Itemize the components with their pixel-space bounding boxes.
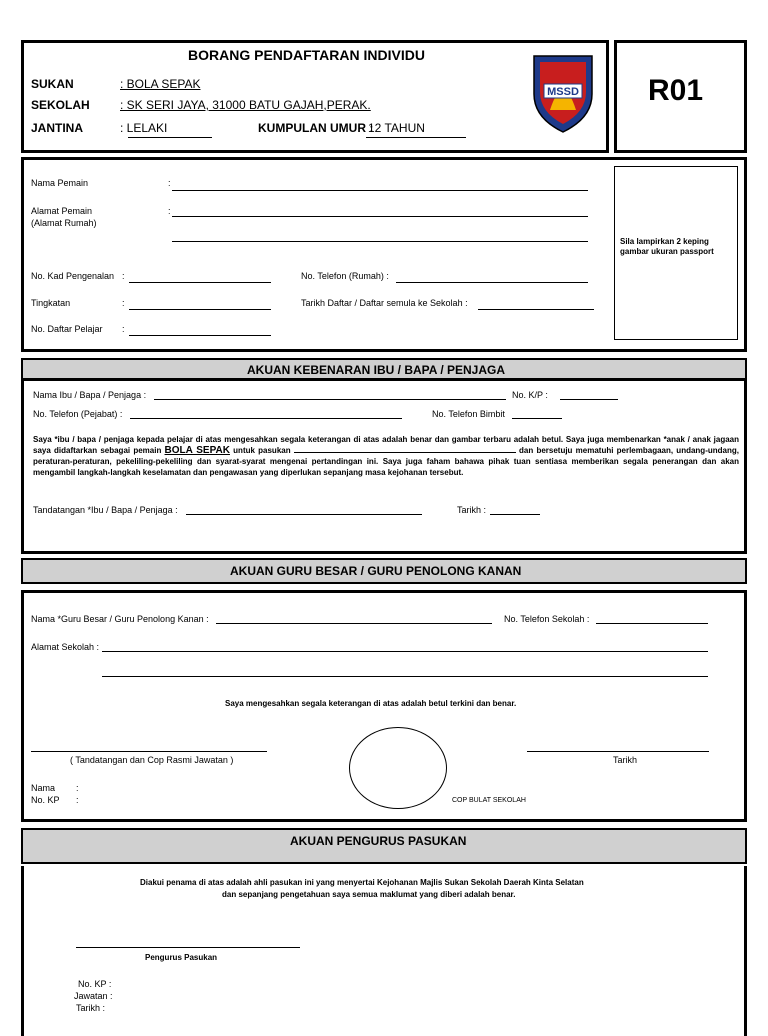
pengurus-statement-2: dan sepanjang pengetahuan saya semua maklumat yang diberi adalah benar. bbox=[222, 890, 516, 899]
alamat-line-2[interactable] bbox=[172, 241, 588, 242]
tel-bimbit-line[interactable] bbox=[512, 418, 562, 419]
alamat-rumah-label: (Alamat Rumah) bbox=[31, 218, 97, 228]
colon: : bbox=[122, 324, 125, 334]
tingkatan-line[interactable] bbox=[129, 309, 271, 310]
penjaga-statement bbox=[33, 434, 739, 478]
svg-text:MSSD: MSSD bbox=[547, 86, 579, 98]
pengurus-kp-label: No. KP : bbox=[78, 979, 112, 989]
pengurus-jawatan-label: Jawatan : bbox=[74, 991, 113, 1001]
sekolah-label: SEKOLAH bbox=[31, 98, 90, 112]
guru-signature-line[interactable] bbox=[31, 751, 267, 752]
jantina-label: JANTINA bbox=[31, 121, 84, 135]
colon: : bbox=[122, 298, 125, 308]
pengurus-heading: AKUAN PENGURUS PASUKAN bbox=[290, 834, 467, 848]
colon: : bbox=[168, 206, 171, 216]
guru-kp-label: No. KP bbox=[31, 795, 60, 805]
tarikh-daftar-label: Tarikh Daftar / Daftar semula ke Sekolah : bbox=[301, 298, 468, 308]
tel-pejabat-line[interactable] bbox=[130, 418, 402, 419]
kumpulan-value: 12 TAHUN bbox=[368, 121, 425, 135]
mssd-logo bbox=[530, 50, 596, 136]
tandatangan-penjaga-label: Tandatangan *Ibu / Bapa / Penjaga : bbox=[33, 505, 178, 515]
form-code: R01 bbox=[648, 74, 704, 107]
pengurus-statement-1: Diakui penama di atas adalah ahli pasukan ini yang menyertai Kejohanan Majlis Sukan Sekolah Daerah Kinta Selatan bbox=[140, 878, 584, 887]
guru-heading: AKUAN GURU BESAR / GURU PENOLONG KANAN bbox=[230, 564, 522, 578]
jantina-value: : LELAKI bbox=[120, 121, 168, 135]
statement-part-1: Saya *ibu / bapa / penjaga kepada pelajar di atas mengesahkan segala keterangan di atas adalah benar dan gambar terbaru adalah betul. Saya juga membenarkan *anak / anak jagaan saya didaftarkan sebagai pemain bbox=[33, 435, 739, 455]
tel-sekolah-label: No. Telefon Sekolah : bbox=[504, 614, 590, 624]
sukan-value: : BOLA SEPAK bbox=[120, 77, 201, 91]
alamat-sekolah-line-2[interactable] bbox=[102, 676, 708, 677]
telefon-rumah-line[interactable] bbox=[396, 282, 588, 283]
tarikh-penjaga-label: Tarikh : bbox=[457, 505, 487, 515]
colon: : bbox=[122, 271, 125, 281]
form-title: BORANG PENDAFTARAN INDIVIDU bbox=[188, 47, 425, 63]
kumpulan-label: KUMPULAN UMUR : bbox=[258, 121, 374, 135]
tel-pejabat-label: No. Telefon (Pejabat) : bbox=[33, 409, 123, 419]
tingkatan-label: Tingkatan bbox=[31, 298, 71, 308]
nama-guru-line[interactable] bbox=[216, 623, 492, 624]
pasukan-blank[interactable] bbox=[294, 452, 516, 453]
kp-penjaga-line[interactable] bbox=[560, 399, 618, 400]
nama-penjaga-line[interactable] bbox=[154, 399, 506, 400]
alamat-pemain-label: Alamat Pemain bbox=[31, 206, 93, 216]
guru-statement: Saya mengesahkan segala keterangan di atas adalah betul terkini dan benar. bbox=[225, 699, 517, 708]
daftar-pelajar-label: No. Daftar Pelajar bbox=[31, 324, 103, 334]
alamat-sekolah-label: Alamat Sekolah : bbox=[31, 642, 100, 652]
nama-pemain-label: Nama Pemain bbox=[31, 178, 89, 188]
alamat-line-1[interactable] bbox=[172, 216, 588, 217]
kp-penjaga-label: No. K/P : bbox=[512, 390, 548, 400]
statement-part-3: dan bersetuju mematuhi perlembagaan, undang-undang, peraturan-peraturan, pekeliling-pekeliling dan syarat-syarat mengenai pertandingan ini. Saya juga faham bahawa pihak tuan sentiasa memberikan segala penerangan dan akan mengambil langkah-langkah keselamatan dan pengawasan yang diperlukan sepanjang masa kejohanan tersebut. bbox=[33, 446, 739, 477]
photo-note: Sila lampirkan 2 keping gambar ukuran passport bbox=[620, 237, 714, 256]
tel-sekolah-line[interactable] bbox=[596, 623, 708, 624]
telefon-rumah-label: No. Telefon (Rumah) : bbox=[301, 271, 389, 281]
nama-guru-label: Nama *Guru Besar / Guru Penolong Kanan : bbox=[31, 614, 209, 624]
jantina-underline bbox=[128, 137, 212, 138]
sekolah-value: : SK SERI JAYA, 31000 BATU GAJAH,PERAK. bbox=[120, 98, 371, 112]
kad-line[interactable] bbox=[129, 282, 271, 283]
tarikh-daftar-line[interactable] bbox=[478, 309, 594, 310]
sukan-label: SUKAN bbox=[31, 77, 74, 91]
statement-part-2: untuk pasukan bbox=[233, 446, 291, 455]
tarikh-penjaga-line[interactable] bbox=[490, 514, 540, 515]
guru-nama-label: Nama bbox=[31, 783, 56, 793]
penjaga-heading: AKUAN KEBENARAN IBU / BAPA / PENJAGA bbox=[247, 363, 506, 377]
nama-pemain-line[interactable] bbox=[172, 190, 588, 191]
colon: : bbox=[168, 178, 171, 188]
daftar-pelajar-line[interactable] bbox=[129, 335, 271, 336]
kumpulan-underline bbox=[366, 137, 466, 138]
tandatangan-penjaga-line[interactable] bbox=[186, 514, 422, 515]
guru-tarikh-label: Tarikh bbox=[613, 755, 638, 765]
cop-label: COP BULAT SEKOLAH bbox=[452, 797, 526, 804]
statement-sport: BOLA SEPAK bbox=[164, 445, 230, 456]
tel-bimbit-label: No. Telefon Bimbit bbox=[432, 409, 505, 419]
alamat-sekolah-line-1[interactable] bbox=[102, 651, 708, 652]
school-stamp-circle[interactable] bbox=[349, 727, 447, 809]
nama-penjaga-label: Nama Ibu / Bapa / Penjaga : bbox=[33, 390, 147, 400]
guru-tarikh-line[interactable] bbox=[527, 751, 709, 752]
pengurus-signature-label: Pengurus Pasukan bbox=[145, 953, 218, 962]
guru-nama-colon: : bbox=[76, 783, 79, 793]
pengurus-tarikh-label: Tarikh : bbox=[76, 1003, 106, 1013]
pengurus-signature-line[interactable] bbox=[76, 947, 300, 948]
kad-label: No. Kad Pengenalan bbox=[31, 271, 115, 281]
guru-signature-label: ( Tandatangan dan Cop Rasmi Jawatan ) bbox=[70, 755, 234, 765]
guru-kp-colon: : bbox=[76, 795, 79, 805]
